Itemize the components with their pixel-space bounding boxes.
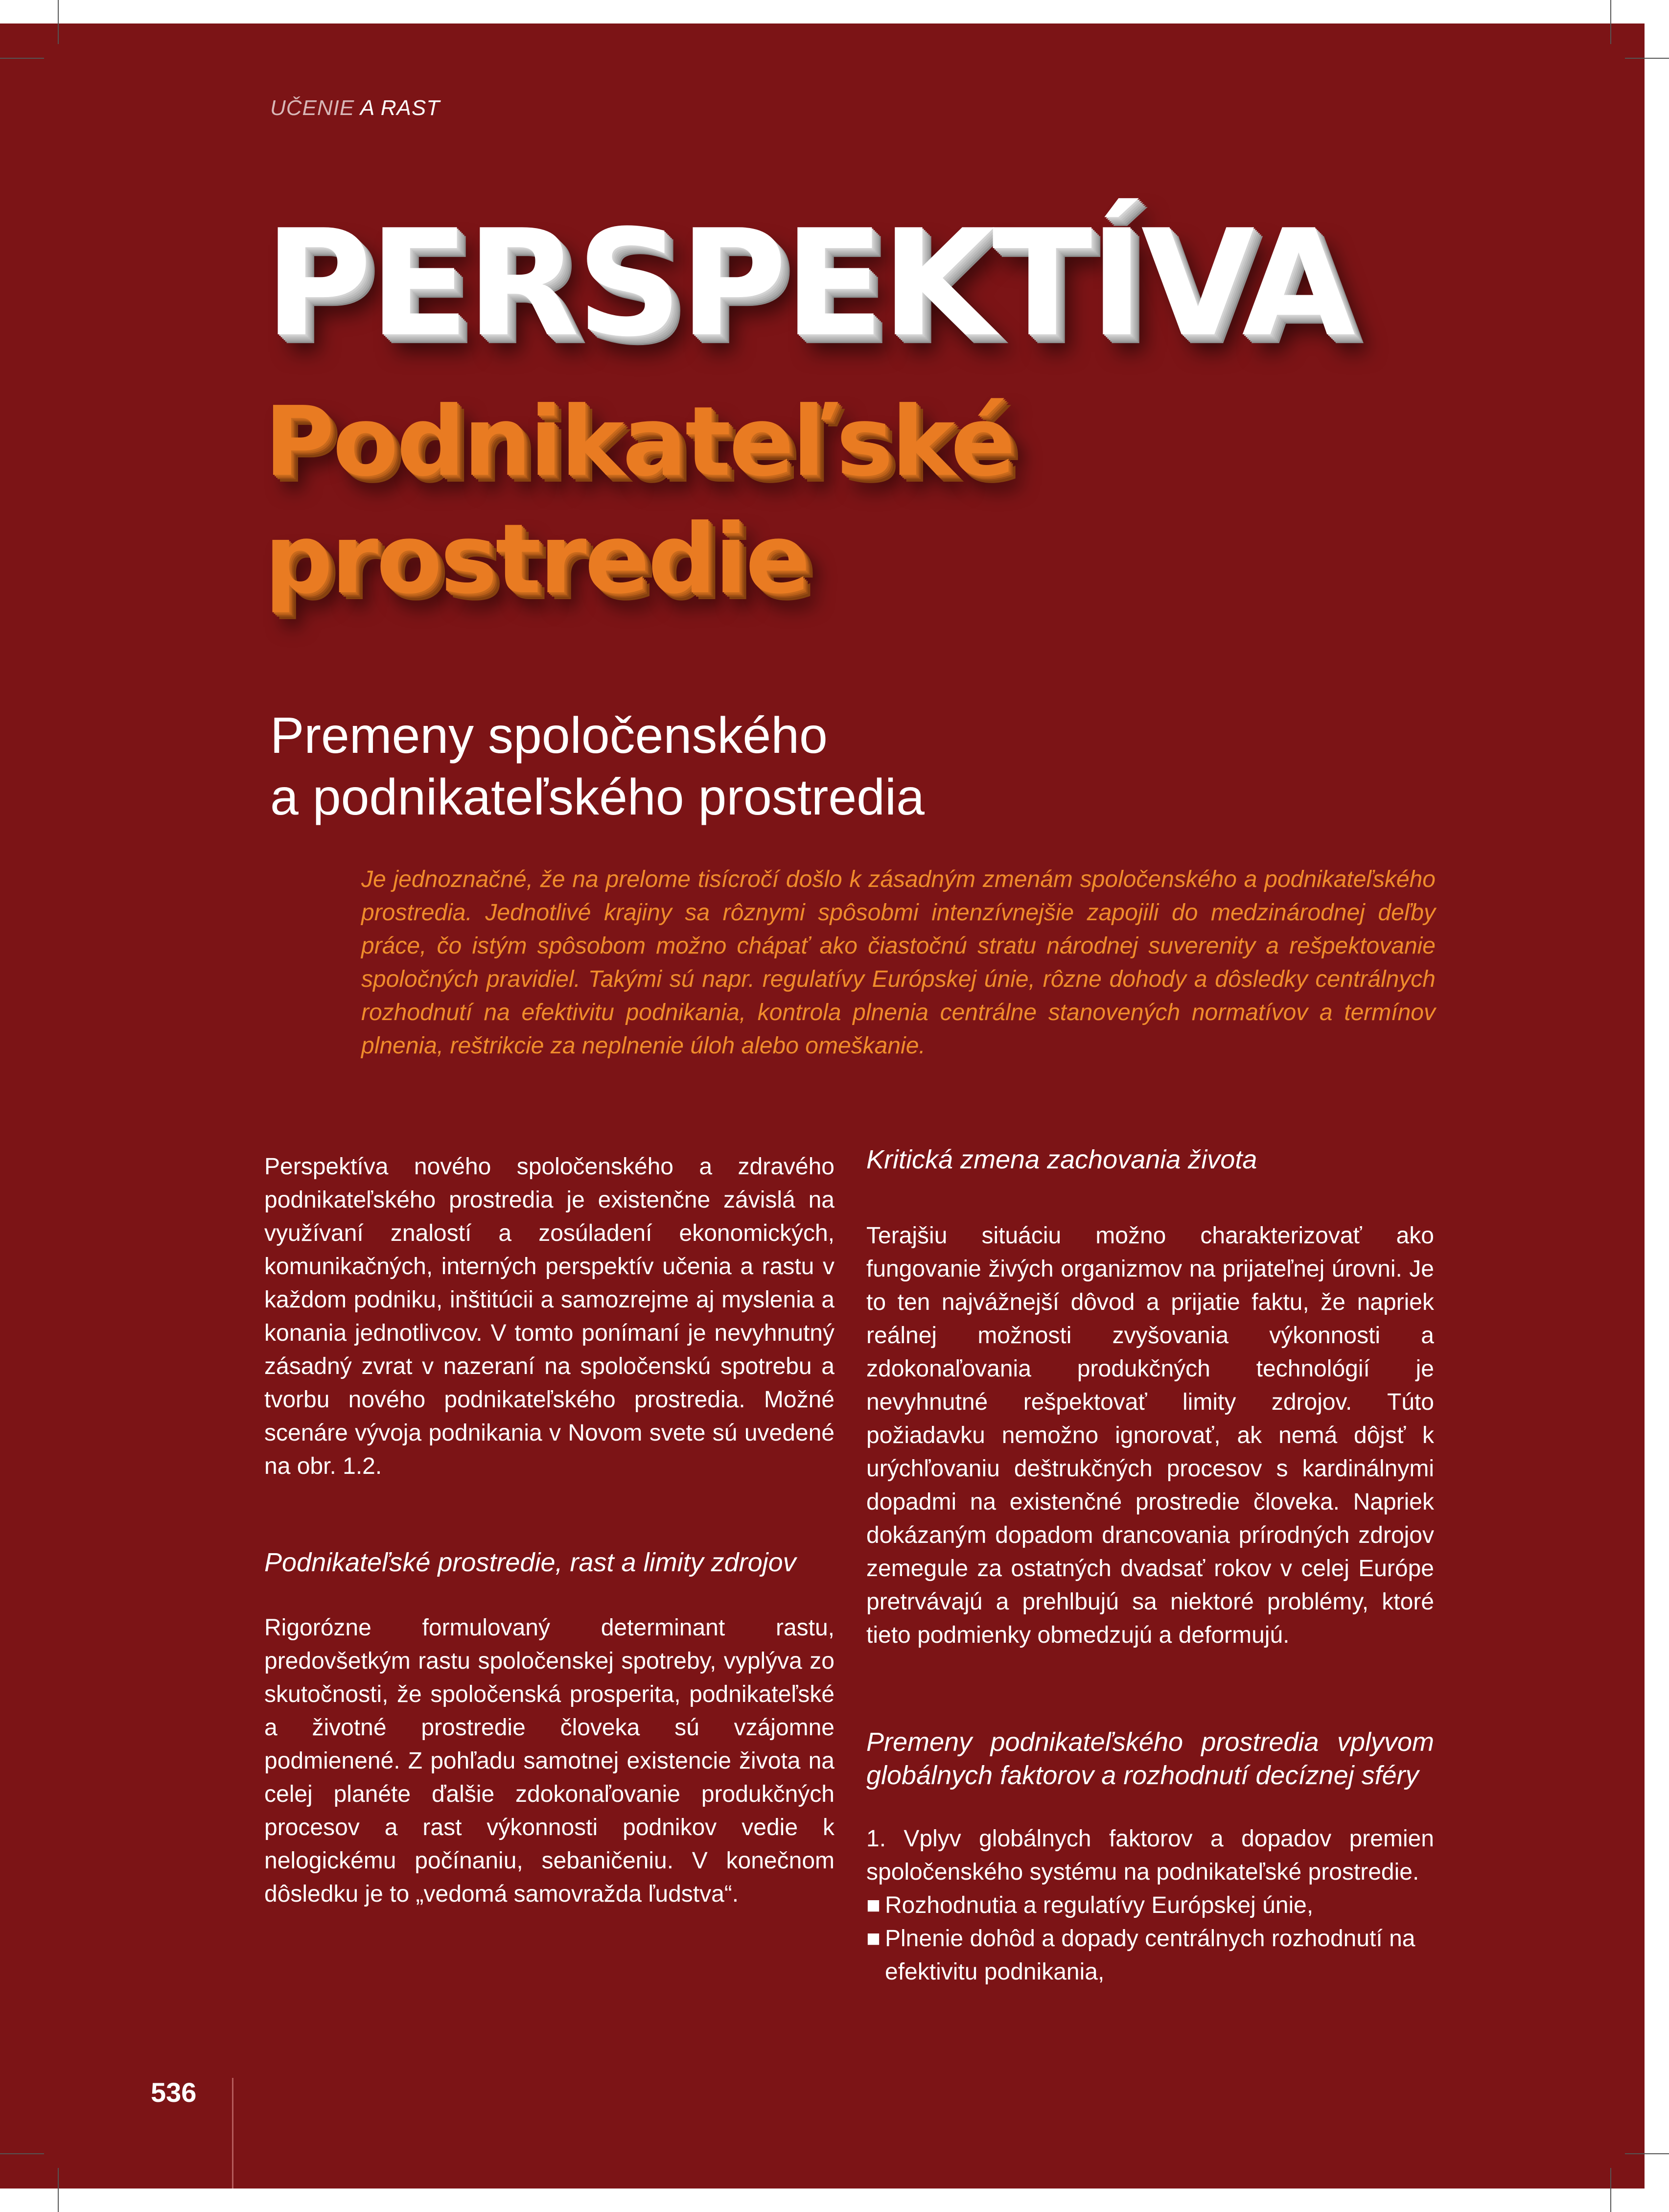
- running-head: [270, 96, 440, 120]
- body-paragraph: 1. Vplyv globálnych faktorov a dopadov premien spoločenského systému na podnikateľské prostredie.: [866, 1826, 1434, 1885]
- crop-mark: [1625, 58, 1669, 59]
- crop-mark: [1610, 0, 1611, 44]
- right-column: [866, 1143, 1434, 1989]
- bullet-text: Rozhodnutia a regulatívy Európskej únie,: [885, 1892, 1314, 1918]
- running-head-part1: UČENIE: [270, 96, 355, 120]
- bullet-item: [866, 1922, 1434, 1989]
- section-title-line2: a podnikateľského prostredia: [270, 769, 925, 826]
- footer-divider: [232, 2078, 233, 2189]
- subheading: Kritická zmena zachovania života: [866, 1145, 1257, 1174]
- body-paragraph: Rigorózne formulovaný determinant rastu, predovšetkým rastu spoločenskej spotreby, vyplýva zo skutočnosti, že spoločenská prosperita, podnikateľské a životné prostredie človeka sú vzájomne podmienené. Z pohľadu samotnej existencie života na celej planéte ďalšie zdokonaľovanie produkčných procesov a rast výkonnosti podnikov vedie k nelogickému počínaniu, sebaničeniu. V konečnom dôsledku je to „vedomá samovražda ľudstva“.: [264, 1615, 834, 1907]
- body-paragraph: Terajšiu situáciu možno charakterizovať ako fungovanie živých organizmov na prijateľnej úrovni. Je to ten najvážnejší dôvod a prijatie faktu, že napriek reálnej možnosti zvyšovania výkonnosti a zdokonaľovania produkčných technológií je nevyhnutné rešpektovať limity zdrojov. Túto požiadavku nemožno ignorovať, ak nemá dôjsť k urýchľovaniu deštrukčných procesov s kardinálnymi dopadmi na existenčné prostredie človeka. Napriek dokázaným dopadom drancovania prírodných zdrojov zemegule za ostatných dvadsať rokov v celej Európe pretrvávajú a prehlbujú sa niektoré problémy, ktoré tieto podmienky obmedzujú a deformujú.: [866, 1223, 1434, 1648]
- crop-mark: [1610, 2168, 1611, 2212]
- crop-mark: [0, 2153, 44, 2154]
- chapter-subtitle-line1: Podnikateľské: [264, 386, 1014, 498]
- crop-mark: [58, 2168, 59, 2212]
- crop-mark: [1625, 2153, 1669, 2154]
- section-title: [270, 705, 925, 828]
- chapter-title: PERSPEKTÍVA: [264, 198, 1353, 369]
- bullet-square-icon: ■: [866, 1892, 881, 1918]
- section-title-line1: Premeny spoločenského: [270, 707, 828, 764]
- chapter-subtitle-line2: prostredie: [264, 504, 809, 615]
- crop-mark: [58, 0, 59, 44]
- bullet-item: [866, 1889, 1434, 1922]
- crop-mark: [0, 58, 44, 59]
- lead-paragraph: Je jednoznačné, že na prelome tisícročí došlo k zásadným zmenám spoločenského a podnikateľského prostredia. Jednotlivé krajiny sa rôznymi spôsobmi intenzívnejšie zapojili do medzinárodnej deľby práce, čo istým spôsobom možno chápať ako čiastočnú stratu národnej suverenity a rešpektovanie spoločných pravidiel. Takými sú napr. regulatívy Európskej únie, rôzne dohody a dôsledky centrálnych rozhodnutí na efektivitu podnikania, kontrola plnenia centrálne stanovených normatívov a termínov plnenia, reštrikcie za neplnenie úloh alebo omeškanie.: [361, 866, 1436, 1059]
- body-paragraph: Perspektíva nového spoločenského a zdravého podnikateľského prostredia je existenčne závislá na využívaní znalostí a zosúladení ekonomických, komunikačných, interných perspektív učenia a rastu v každom podniku, inštitúcii a samozrejme aj myslenia a konania jednotlivcov. V tomto ponímaní je nevyhnutný zásadný zvrat v nazeraní na spoločenskú spotrebu a tvorbu nového podnikateľského prostredia. Možné scenáre vývoja podnikania v Novom svete sú uvedené na obr. 1.2.: [264, 1154, 834, 1479]
- running-head-part2: A RAST: [354, 96, 440, 120]
- bullet-square-icon: ■: [866, 1926, 881, 1952]
- left-column: [264, 1150, 834, 1911]
- subheading: Premeny podnikateľského prostredia vplyvom globálnych faktorov a rozhodnutí decíznej sféry: [866, 1727, 1434, 1790]
- page-number: 536: [151, 2077, 197, 2108]
- subheading: Podnikateľské prostredie, rast a limity zdrojov: [264, 1548, 796, 1577]
- bullet-text: Plnenie dohôd a dopady centrálnych rozhodnutí na efektivitu podnikania,: [885, 1926, 1415, 1985]
